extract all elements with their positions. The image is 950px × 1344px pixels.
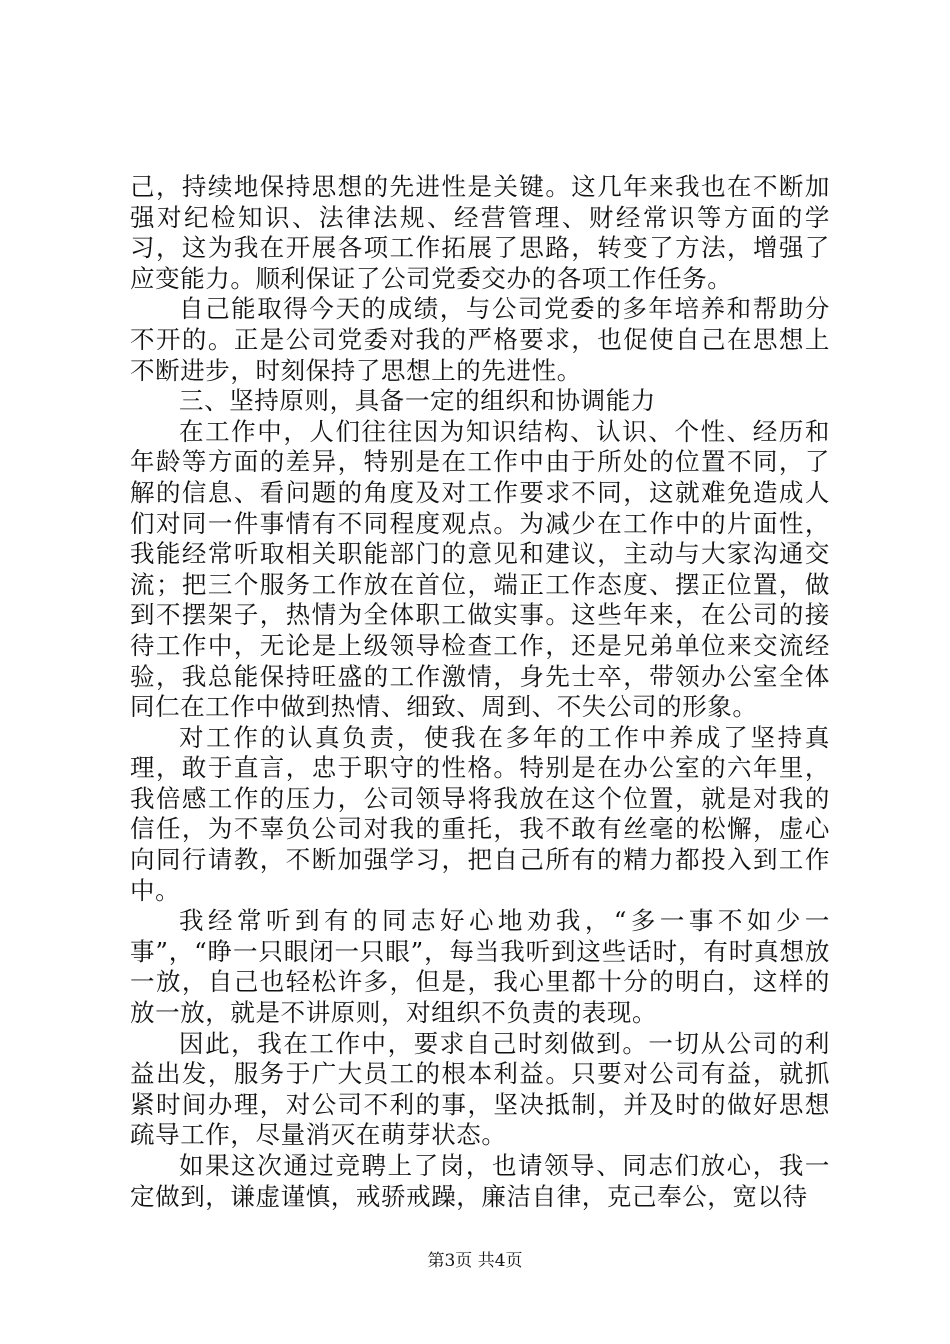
paragraph-3: 在工作中，人们往往因为知识结构、认识、个性、经历和年龄等方面的差异，特别是在工作中由于所处的位置不同，了解的信息、看问题的角度及对工作要求不同，这就难免造成人们对同一件事情有不同程度观点。为减少在工作中的片面性，我能经常听取相关职能部门的意见和建议，主动与大家沟通交流；把三个服务工作放在首位，端正工作态度、摆正位置，做到不摆架子，热情为全体职工做实事。这些年来，在公司的接待工作中，无论是上级领导检查工作，还是兄弟单位来交流经验，我总能保持旺盛的工作激情，身先士卒，带领办公室全体同仁在工作中做到热情、细致、周到、不失公司的形象。 xyxy=(130,416,830,722)
paragraph-7: 如果这次通过竞聘上了岗，也请领导、同志们放心，我一定做到，谦虚谨慎，戒骄戒躁，廉洁自律，克己奉公，宽以待 xyxy=(130,1151,830,1211)
paragraph-2: 自己能取得今天的成绩，与公司党委的多年培养和帮助分不开的。正是公司党委对我的严格要求，也促使自己在思想上不断进步，时刻保持了思想上的先进性。 xyxy=(130,294,830,385)
paragraph-1: 己，持续地保持思想的先进性是关键。这几年来我也在不断加强对纪检知识、法律法规、经营管理、财经常识等方面的学习，这为我在开展各项工作拓展了思路，转变了方法，增强了应变能力。顺利保证了公司党委交办的各项工作任务。 xyxy=(130,172,830,293)
document-body xyxy=(130,172,830,1212)
paragraph-4: 对工作的认真负责，使我在多年的工作中养成了坚持真理，敢于直言，忠于职守的性格。特别是在办公室的六年里，我倍感工作的压力，公司领导将我放在这个位置，就是对我的信任，为不辜负公司对我的重托，我不敢有丝毫的松懈，虚心向同行请教，不断加强学习，把自己所有的精力都投入到工作中。 xyxy=(130,722,830,905)
paragraph-6: 因此，我在工作中，要求自己时刻做到。一切从公司的利益出发，服务于广大员工的根本利益。只要对公司有益，就抓紧时间办理，对公司不利的事，坚决抵制，并及时的做好思想疏导工作，尽量消灭在萌芽状态。 xyxy=(130,1028,830,1150)
page-footer: 第3页 共4页 xyxy=(427,1251,523,1271)
paragraph-5: 我经常听到有的同志好心地劝我，“多一事不如少一事”，“睁一只眼闭一只眼”，每当我听到这些话时，有时真想放一放，自己也轻松许多，但是，我心里都十分的明白，这样的放一放，就是不讲原则，对组织不负责的表现。 xyxy=(130,906,830,1028)
section-heading: 三、坚持原则，具备一定的组织和协调能力 xyxy=(179,386,656,416)
